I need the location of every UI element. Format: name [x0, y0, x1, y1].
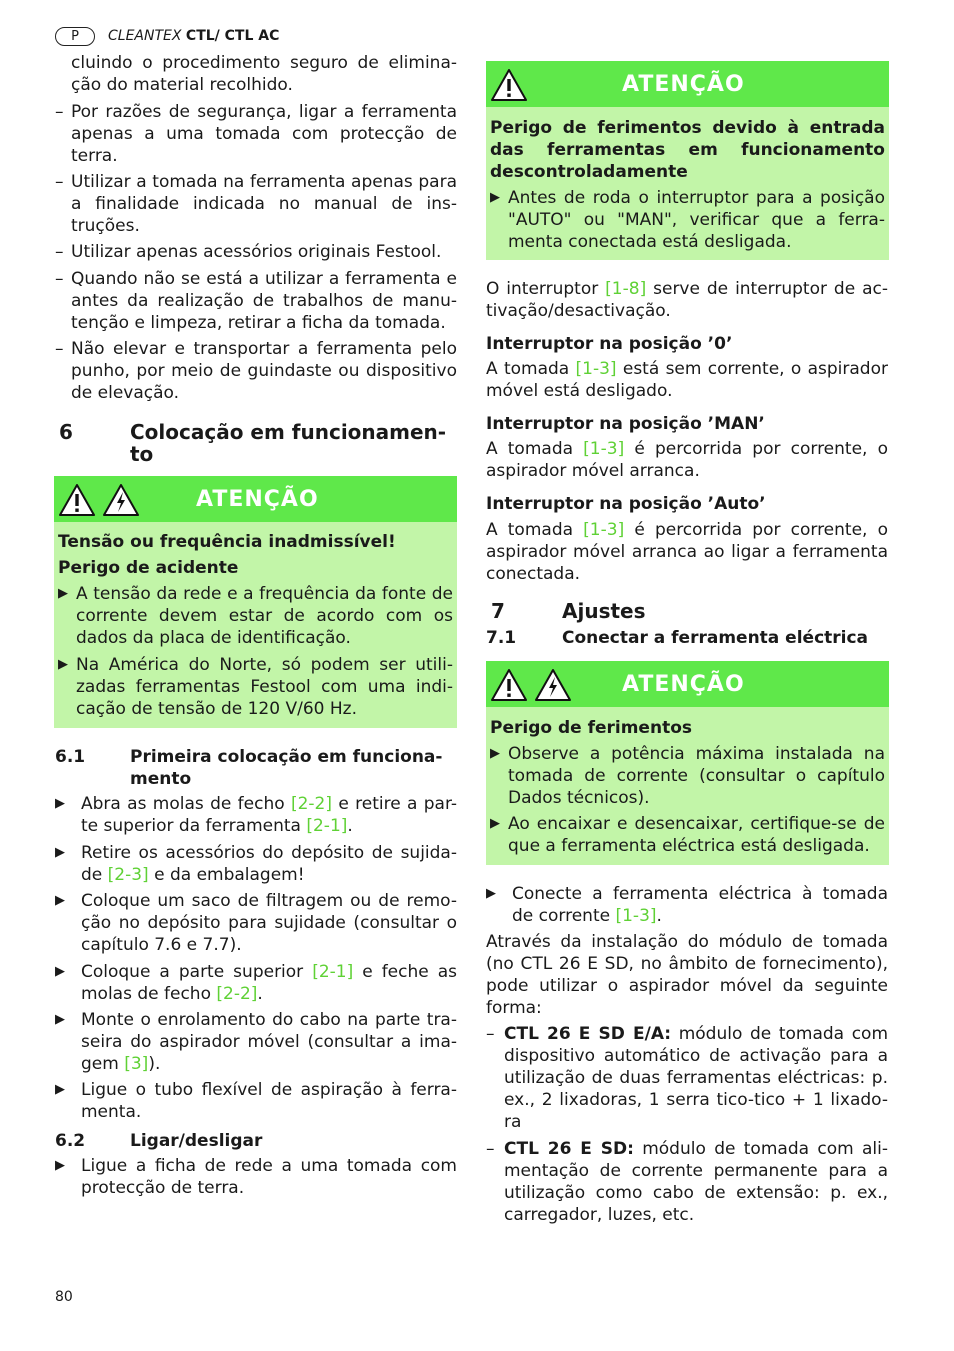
triangle-bullet-icon: ▶: [55, 893, 65, 908]
triangle-bullet-icon: ▶: [55, 796, 65, 811]
steps-list: [55, 793, 457, 1133]
step-item: ▶ Ligue o tubo flexível de aspiração à ferra-menta.: [55, 1080, 457, 1122]
figure-reference: [1-3]: [583, 439, 625, 459]
paragraph-heading: Interruptor na posição ’0’: [486, 334, 733, 354]
figure-reference: [2-2]: [290, 794, 332, 814]
warning-title: ATENÇÃO: [196, 487, 319, 512]
section-title: Colocação em funcionamen- to: [130, 420, 447, 466]
triangle-bullet-icon: ▶: [55, 1012, 65, 1027]
paragraph-heading: Interruptor na posição ’MAN’: [486, 414, 765, 434]
list-item: – Utilizar apenas acessórios originais Festool.: [55, 242, 442, 262]
dash-marker: –: [55, 339, 64, 359]
dash-marker: –: [486, 1024, 495, 1044]
steps-list: [486, 883, 888, 933]
warning-header: [54, 476, 457, 522]
step-item: ▶ Ligue a ficha de rede a uma tomada com protecção de terra.: [55, 1156, 457, 1198]
warning-triangle-icon: [490, 68, 528, 102]
figure-reference: [1-8]: [605, 279, 647, 299]
section-number: 6: [59, 420, 73, 444]
figure-reference: [1-3]: [575, 359, 617, 379]
warning-subheadline: Perigo de acidente: [58, 558, 239, 578]
triangle-bullet-icon: ▶: [55, 964, 65, 979]
warning-header: [486, 661, 889, 707]
list-item: – Por razões de segurança, ligar a ferramenta apenas a uma tomada com protecção de terra.: [55, 102, 457, 166]
brand-label: CLEANTEX: [108, 28, 182, 44]
triangle-bullet-icon: ▶: [490, 190, 500, 205]
continued-list-item: cluindo o procedimento seguro de elimina-ção do material recolhido.: [71, 53, 457, 95]
subsection-number: 6.1: [55, 747, 86, 767]
warning-item: ▶ Antes de roda o interruptor para a posição "AUTO" ou "MAN", verificar que a ferra-menta conectada está desligada.: [490, 188, 885, 252]
figure-reference: [2-3]: [107, 865, 149, 885]
module-name: CTL 26 E SD:: [504, 1139, 634, 1159]
warning-triangle-icon: [58, 483, 96, 517]
paragraph-heading: Interruptor na posição ’Auto’: [486, 494, 766, 514]
triangle-bullet-icon: ▶: [490, 816, 500, 831]
triangle-bullet-icon: ▶: [55, 845, 65, 860]
step-item: ▶ Abra as molas de fecho [2-2] e retire a par-te superior da ferramenta [2-1].: [55, 794, 458, 836]
figure-reference: [2-1]: [306, 816, 348, 836]
dash-marker: –: [486, 1139, 495, 1159]
figure-reference: [2-2]: [216, 984, 258, 1004]
paragraph: Através da instalação do módulo de tomada (no CTL 26 E SD, no âmbito de fornecimento), pode utilizar o aspirador móvel da seguinte forma:: [486, 932, 888, 1018]
warning-body: [486, 107, 889, 259]
paragraph: A tomada [1-3] é percorrida por corrente, o aspirador móvel arranca.: [486, 439, 888, 481]
figure-reference: [2-1]: [312, 962, 354, 982]
section-title: Ajustes: [562, 599, 646, 623]
triangle-bullet-icon: ▶: [55, 1082, 65, 1097]
warning-item: ▶ Ao encaixar e desencaixar, certifique-se de que a ferramenta eléctrica está desligada.: [490, 814, 885, 856]
paragraph: A tomada [1-3] está sem corrente, o aspirador móvel está desligado.: [486, 359, 888, 401]
list-item: – CTL 26 E SD E/A: módulo de tomada com dispositivo automático de activação para a utilização de duas ferramentas eléctricas: p. ex., 2 lixadoras, 1 serra tico-tico + 1 lixado-ra: [486, 1024, 888, 1132]
safety-list: [55, 101, 457, 411]
warning-title: ATENÇÃO: [622, 672, 745, 697]
warning-box: [486, 61, 889, 260]
triangle-bullet-icon: ▶: [58, 586, 68, 601]
modules-list: [486, 1023, 888, 1233]
warning-header: [486, 61, 889, 107]
module-name: CTL 26 E SD E/A:: [504, 1024, 672, 1044]
dash-marker: –: [55, 242, 64, 262]
warning-title: ATENÇÃO: [622, 72, 745, 97]
electric-hazard-icon: [102, 483, 140, 517]
step-item: ▶ Conecte a ferramenta eléctrica à tomada de corrente [1-3].: [486, 884, 888, 926]
list-item: – Não elevar e transportar a ferramenta pelo punho, por meio de guindaste ou dispositivo de elevação.: [55, 339, 457, 403]
figure-reference: [3]: [124, 1054, 149, 1074]
subsection-title: Conectar a ferramenta eléctrica: [562, 628, 869, 648]
section-number: 7: [491, 599, 505, 623]
warning-item: ▶ Na América do Norte, só podem ser utili-zadas ferramentas Festool com uma indi-cação de tensão de 120 V/60 Hz.: [58, 655, 453, 719]
triangle-bullet-icon: ▶: [55, 1158, 65, 1173]
subsection-number: 7.1: [486, 628, 517, 648]
subsection-title: Primeira colocação em funciona- mento: [130, 747, 443, 789]
paragraph: O interruptor [1-8] serve de interruptor de ac-tivação/desactivação.: [486, 279, 888, 321]
warning-box: [54, 476, 457, 728]
figure-reference: [1-3]: [615, 906, 657, 926]
dash-marker: –: [55, 102, 64, 122]
model-label: CTL/ CTL AC: [185, 28, 280, 44]
language-badge: P: [55, 27, 95, 46]
subsection-number: 6.2: [55, 1131, 86, 1151]
steps-list: [55, 1155, 457, 1205]
dash-marker: –: [55, 172, 64, 192]
figure-reference: [1-3]: [583, 520, 625, 540]
step-item: ▶ Monte o enrolamento do cabo na parte tra-seira do aspirador móvel (consultar a ima-gem [3]).: [55, 1010, 457, 1074]
step-item: ▶ Coloque a parte superior [2-1] e feche as molas de fecho [2-2].: [55, 962, 458, 1004]
warning-triangle-icon: [490, 668, 528, 702]
step-item: ▶ Coloque um saco de filtragem ou de remo-ção no depósito para sujidade (consultar o capítulo 7.6 e 7.7).: [55, 891, 457, 955]
warning-body: [486, 707, 889, 863]
step-item: ▶ Retire os acessórios do depósito de sujida-de [2-3] e da embalagem!: [55, 843, 457, 885]
warning-body: [54, 522, 457, 726]
warning-item: ▶ A tensão da rede e a frequência da fonte de corrente devem estar de acordo com os dados da placa de identificação.: [58, 584, 453, 648]
triangle-bullet-icon: ▶: [490, 746, 500, 761]
warning-headline: Perigo de ferimentos devido à entrada das ferramentas em funcionamento descontroladamente: [490, 118, 885, 182]
page-number: 80: [55, 1289, 73, 1305]
paragraph: A tomada [1-3] é percorrida por corrente, o aspirador móvel arranca ao ligar a ferramenta conectada.: [486, 520, 888, 584]
electric-hazard-icon: [534, 668, 572, 702]
triangle-bullet-icon: ▶: [486, 886, 496, 901]
warning-headline: Perigo de ferimentos: [490, 718, 692, 738]
list-item: – CTL 26 E SD: módulo de tomada com ali-mentação de corrente permanente para a utilização como cabo de extensão: p. ex., carregador, luzes, etc.: [486, 1139, 888, 1225]
warning-item: ▶ Observe a potência máxima instalada na tomada de corrente (consultar o capítulo Dados técnicos).: [490, 744, 885, 808]
list-item: – Utilizar a tomada na ferramenta apenas para a finalidade indicada no manual de ins-truções.: [55, 172, 457, 236]
list-item: – Quando não se está a utilizar a ferramenta e antes da realização de trabalhos de manu-tenção e limpeza, retirar a ficha da tomada.: [55, 269, 457, 333]
warning-box: [486, 661, 889, 865]
dash-marker: –: [55, 269, 64, 289]
triangle-bullet-icon: ▶: [58, 657, 68, 672]
subsection-title: Ligar/desligar: [130, 1131, 263, 1151]
warning-headline: Tensão ou frequência inadmissível!: [58, 532, 396, 552]
document-header: [108, 26, 279, 46]
